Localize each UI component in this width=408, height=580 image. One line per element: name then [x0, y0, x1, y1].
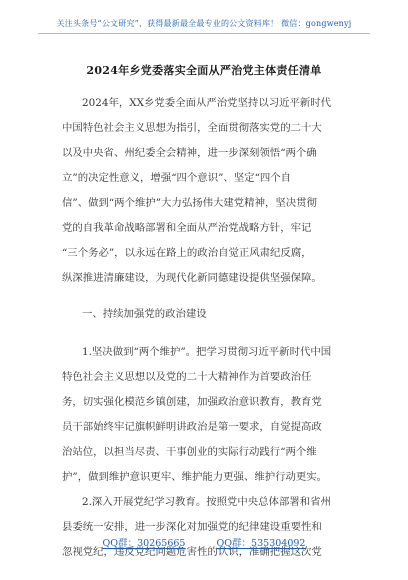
paragraph-line: 以及中央省、州纪委全会精神，进一步深刻领悟“两个确 [62, 147, 317, 159]
paragraph-line: 忽视党纪，违反党纪问题危害性的认识，准确把握这次党 [62, 546, 322, 558]
paragraph-line: 2024年，XX乡党委全面从严治党坚持以习近平新时代 [82, 97, 332, 109]
paragraph-line: 务，切实强化模范乡镇创建，加强政治意识教育，教育党 [62, 396, 322, 408]
paragraph-line: 立”的决定性意义，增强“四个意识”、坚定“四个自 [62, 172, 292, 184]
section-heading-text: 一、持续加强党的政治建设 [82, 308, 207, 320]
paragraph-line: “三个务必”，以永远在路上的政治自觉正风肃纪反腐， [62, 247, 312, 259]
paragraph-line: 党的自我革命战略部署和全面从严治党战略方针，牢记 [62, 222, 312, 234]
header-divider [38, 33, 370, 34]
paragraph-line: 纵深推进清廉建设，为现代化新同德建设提供坚强保障。 [62, 272, 322, 284]
document-title: 2024年乡党委落实全面从严治党主体责任清单 [86, 64, 322, 77]
paragraph-line: 治站位，以担当尽责、干事创业的实际行动践行“两个维 [62, 446, 317, 458]
qq-group-2: QQ群：535304092 [216, 538, 306, 549]
paragraph-line: 信”、做到“两个维护”大力弘扬伟大建党精神，坚决贯彻 [62, 197, 317, 209]
paragraph-line: 特色社会主义思想以及党的二十大精神作为首要政治任 [62, 371, 312, 383]
paragraph-line: 中国特色社会主义思想为指引，全面贯彻落实党的二十大 [62, 122, 322, 134]
paragraph-line: 员干部始终牢记旗帜鲜明讲政治是第一要求，自觉提高政 [62, 421, 322, 433]
footer-contacts [0, 535, 408, 549]
paragraph-line: 1.坚决做到“两个维护”。把学习贯彻习近平新时代中国 [82, 346, 332, 358]
header-note: 关注头条号“公文研究”，获得最新最全最专业的公文资料库！ 微信：gongwenyj [56, 19, 352, 28]
paragraph-line: 县委统一安排，进一步深化对加强党的纪律建设重要性和 [62, 521, 322, 533]
qq-group-1: QQ群：30265665 [102, 538, 186, 549]
paragraph-line: 护”，做到维护意识更牢、维护能力更强、维护行动更实。 [62, 471, 328, 483]
paragraph-line: 2.深入开展党纪学习教育。按照党中央总体部署和省州 [82, 496, 331, 508]
